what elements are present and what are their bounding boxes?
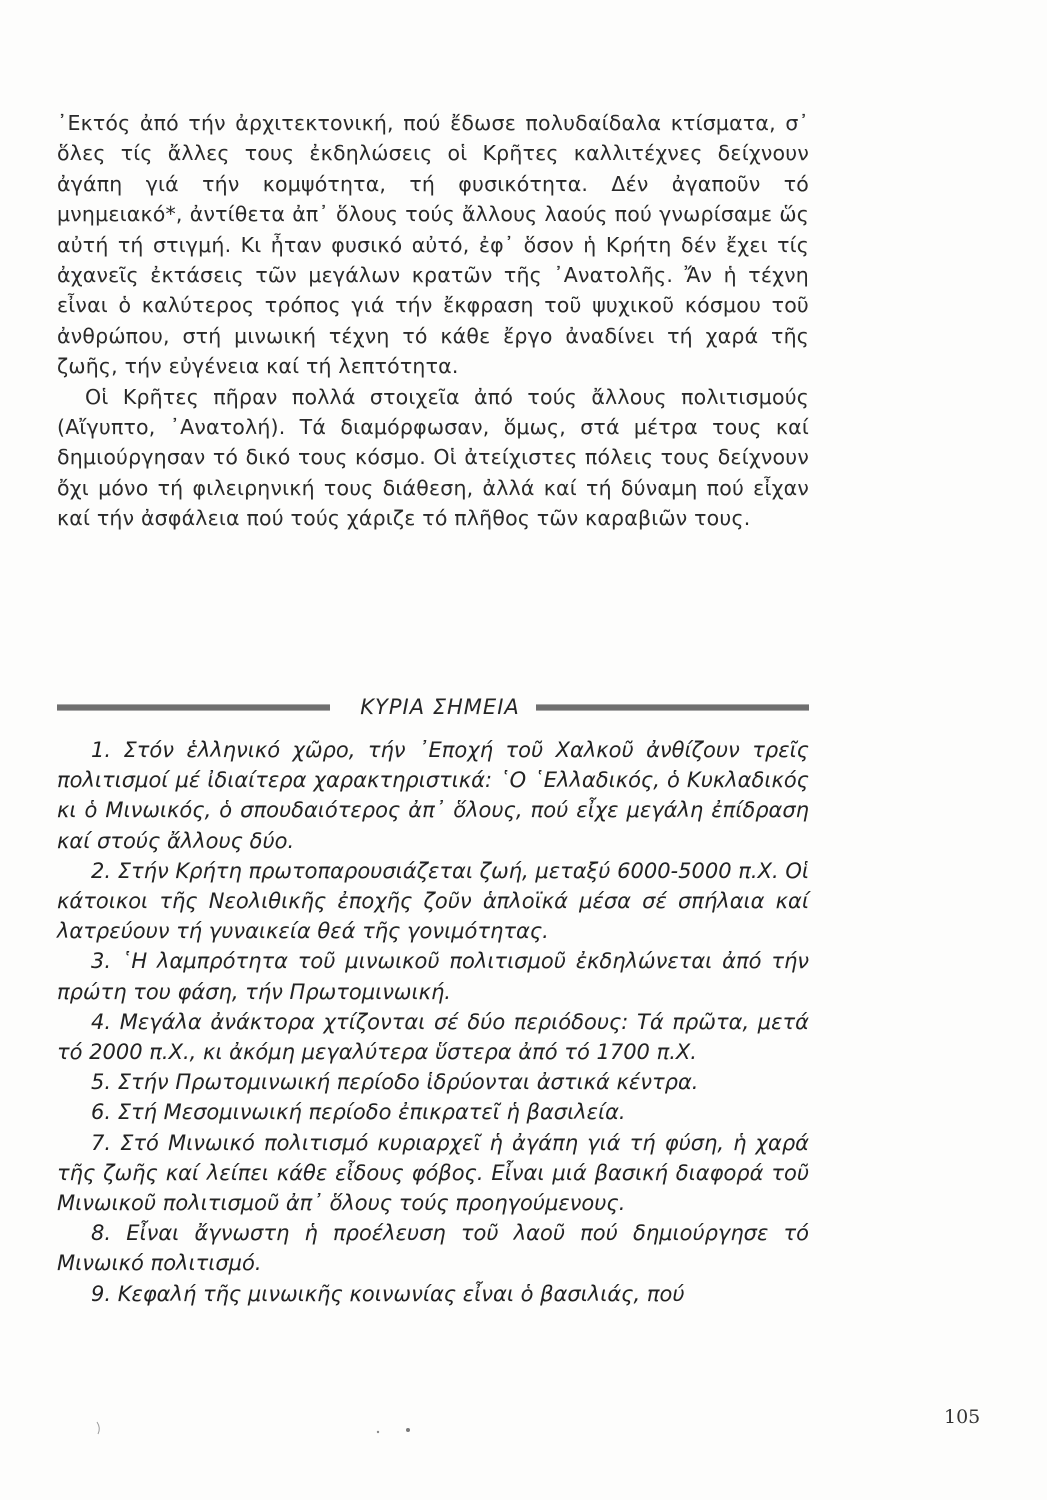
- body-paragraph: ᾿Εκτός ἀπό τήν ἀρχιτεκτονική, πού ἔδωσε πολυδαίδαλα κτίσματα, σ᾿ ὅλες τίς ἄλλες τους ἐκδηλώσεις οἱ Κρῆτες καλλιτέχνες δείχνουν ἀγάπη γιά τήν κομψότητα, τή φυσικότητα. Δέν ἀγαποῦν τό μνημειακό*, ἀντίθετα ἀπ᾿ ὅλους τούς ἄλλους λαούς πού γνωρίσαμε ὥς αὐτή τή στιγμή. Κι ἦταν φυσικό αὐτό, ἐφ᾿ ὅσον ἡ Κρήτη δέν ἔχει τίς ἀχανεῖς ἐκτάσεις τῶν μεγάλων κρατῶν τῆς ᾿Ανατολῆς. Ἄν ἡ τέχνη εἶναι ὁ καλύτερος τρόπος γιά τήν ἔκφραση τοῦ ψυχικοῦ κόσμου τοῦ ἀνθρώπου, στή μινωική τέχνη τό κάθε ἔργο ἀναδίνει τή χαρά τῆς ζωῆς, τήν εὐγένεια καί τή λεπτότητα.: [57, 111, 809, 379]
- page-number: 105: [944, 1406, 981, 1428]
- body-paragraph: Οἱ Κρῆτες πῆραν πολλά στοιχεῖα ἀπό τούς ἄλλους πολιτισμούς (Αἴγυπτο, ᾿Ανατολή). Τά διαμόρφωσαν, ὅμως, στά μέτρα τους καί δημιούργησαν τό δικό τους κόσμο. Οἱ ἀτείχιστες πόλεις τους δείχνουν ὄχι μόνο τή φιλειρηνική τους διάθεση, ἀλλά καί τή δύναμη πού εἶχαν καί τήν ἀσφάλεια πού τούς χάριζε τό πλῆθος τῶν καραβιῶν τους.: [57, 384, 809, 531]
- key-points-list: [57, 735, 809, 1309]
- key-point: 5. Στήν Πρωτομινωική περίοδο ἱδρύονται ἀστικά κέντρα.: [91, 1070, 699, 1095]
- key-point: 4. Μεγάλα ἀνάκτορα χτίζονται σέ δύο περιόδους: Τά πρῶτα, μετά τό 2000 π.Χ., κι ἀκόμη μεγαλύτερα ὕστερα ἀπό τό 1700 π.Χ.: [57, 1009, 809, 1065]
- key-point: 7. Στό Μινωικό πολιτισμό κυριαρχεῖ ἡ ἀγάπη γιά τή φύση, ἡ χαρά τῆς ζωῆς καί λείπει κάθε εἶδους φόβος. Εἶναι μιά βασική διαφορά τοῦ Μινωικοῦ πολιτισμοῦ ἀπ᾿ ὅλους τούς προηγούμενους.: [57, 1130, 809, 1216]
- key-point: 2. Στήν Κρήτη πρωτοπαρουσιάζεται ζωή, μεταξύ 6000-5000 π.Χ. Οἱ κάτοικοι τῆς Νεολιθικῆς ἐποχῆς ζοῦν ἁπλοϊκά μέσα σέ σπήλαια καί λατρεύουν τή γυναικεία θεά τῆς γονιμότητας.: [57, 858, 809, 944]
- key-point: 9. Κεφαλή τῆς μινωικῆς κοινωνίας εἶναι ὁ βασιλιάς, πού: [91, 1281, 685, 1306]
- heading-rule-left: [57, 704, 330, 711]
- key-point: 1. Στόν ἑλληνικό χῶρο, τήν ᾿Εποχή τοῦ Χαλκοῦ ἀνθίζουν τρεῖς πολιτισμοί μέ ἰδιαίτερα χαρακτηριστικά: ῾Ο ῾Ελλαδικός, ὁ Κυκλαδικός κι ὁ Μινωικός, ὁ σπουδαιότερος ἀπ᾿ ὅλους, πού εἶχε μεγάλη ἐπίδραση καί στούς ἄλλους δύο.: [57, 738, 809, 853]
- heading-rule-right: [536, 704, 809, 711]
- key-point: 3. ῾Η λαμπρότητα τοῦ μινωικοῦ πολιτισμοῦ ἐκδηλώνεται ἀπό τήν πρώτη του φάση, τήν Πρωτομινωική.: [57, 949, 809, 1004]
- section-title: ΚΥΡΙΑ ΣΗΜΕΙΑ: [360, 695, 520, 719]
- body-text: [57, 108, 809, 534]
- key-point: 6. Στή Μεσομινωική περίοδο ἐπικρατεῖ ἡ βασιλεία.: [91, 1100, 626, 1125]
- paper-specks: [95, 1418, 425, 1448]
- key-point: 8. Εἶναι ἄγνωστη ἡ προέλευση τοῦ λαοῦ πού δημιούργησε τό Μινωικό πολιτισμό.: [57, 1221, 809, 1276]
- section-heading: [57, 690, 809, 724]
